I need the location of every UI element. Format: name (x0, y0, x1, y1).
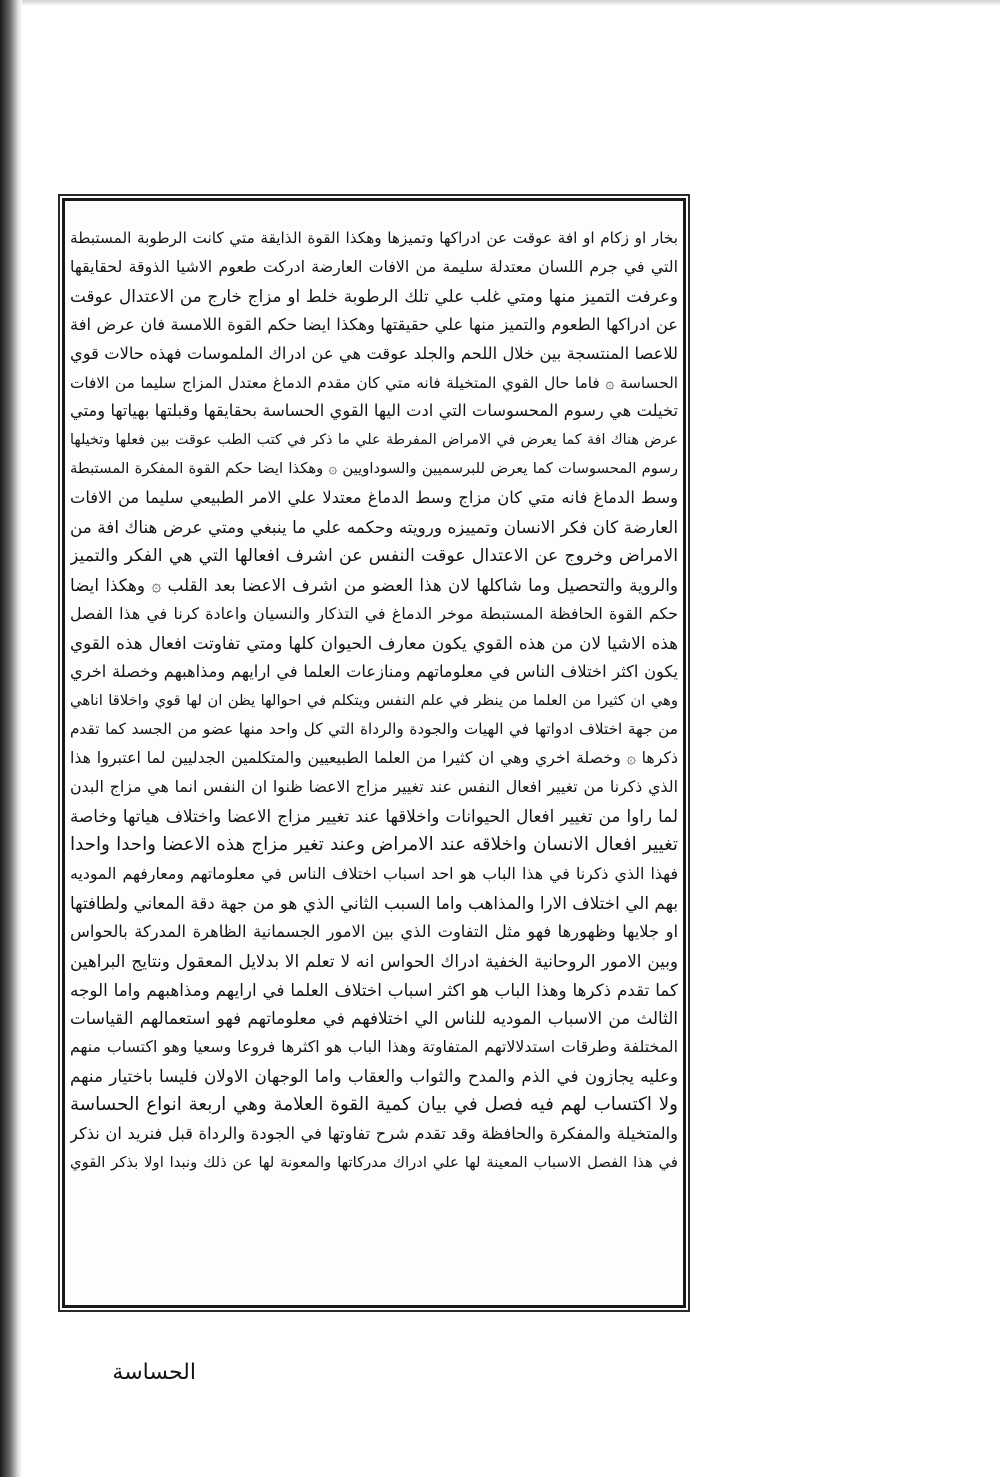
text-line: الثالث من الاسباب الموديه للناس الي اختلافهم في معلوماتهم فهو استعمالهم القياسات (70, 1008, 678, 1029)
text-line: حكم القوة الحافظة المستبطة موخر الدماغ في التذكار والنسيان واعادة كرنا في هذا الفصل (70, 603, 678, 623)
text-line: عرض هناك افة كما يعرض في الامراض المفرطة علي ما ذكر في كتب الطب عوقت بين فعلها وتخيلها (70, 432, 678, 449)
text-line: ذكرها ۞ وخصلة اخري وهي ان كثيرا من العلما الطبيعيين والمتكلمين الجدليين لما اعتبروا هذا (70, 748, 678, 768)
text-line: او جلايها وظهورها فهو مثل التفاوت الذي بين الامور الجسمانية الظاهرة المدركة بالحواس (70, 921, 678, 941)
text-line: العارضة كان فكر الانسان وتمييزه ورويته وحكمه علي ما ينبغي ومتي عرض هناك افة من (70, 517, 678, 538)
text-line: وعرفت التميز منها ومتي غلب علي تلك الرطوبة خلط او مزاج خارج من الاعتدال عوقت (70, 285, 678, 306)
text-line: يكون اكثر اختلاف الناس في معلوماتهم ومنازعات العلما في ارايهم ومذاهبهم وخصلة اخري (70, 661, 678, 681)
text-line: التي في جرم اللسان معتدلة سليمة من الافات العارضة ادركت طعوم الاشيا الذوقة لحقايقها (70, 256, 678, 276)
text-line: الذي ذكرنا من تغيير افعال النفس عند تغيير مزاج الاعضا ظنوا ان النفس انما هي مزاج البدن (70, 777, 678, 797)
text-line: في هذا الفصل الاسباب المعينة لها علي ادراك مدركاتها والمعونة لها عن ذلك ونبدا اولا بذكر القوي (70, 1154, 678, 1171)
text-line: تغيير افعال الانسان واخلاقه عند الامراض وعند تغير مزاج هذه الاعضا واحدا واحدا (70, 834, 678, 856)
text-line: رسوم المحسوسات كما يعرض للبرسميين والسوداويين ۞ وهكذا ايضا حكم القوة المفكرة المستبطة (70, 460, 678, 478)
catchword: الحساسة (112, 1360, 196, 1385)
binding-shadow (0, 0, 22, 1477)
text-line: فهذا الذي ذكرنا في هذا الباب هو احد اسباب اختلاف الناس في معلوماتهم ومعارفهم الموديه (70, 863, 678, 883)
text-line: كما تقدم ذكرها وهذا الباب هو اكثر اسباب اختلاف العلما في ارايهم ومذاهبهم واما الوجه (70, 979, 678, 1000)
page-top-edge (22, 0, 1000, 6)
text-line: بخار او زكام او افة عوقت عن ادراكها وتميزها وهكذا القوة الذايقة متي كانت الرطوبة المستبطة (70, 229, 678, 247)
text-line: وبين الامور الروحانية الخفية ادراك الحواس انه لا تعلم الا بدلايل المعقول ونتايج البراهين (70, 950, 678, 971)
text-line: المختلفة وطرقات استدلالاتهم المتفاوتة وهذا الباب هو اكثرها فروعا وسعيا وهو اكتساب منهم (70, 1037, 678, 1057)
text-line: والروية والتحصيل وما شاكلها لان هذا العضو من اشرف الاعضا بعد القلب ۞ وهكذا ايضا (70, 574, 678, 595)
text-line: بهم الي اختلاف الارا والمذاهب واما السبب الثاني الذي هو من جهة دقة المعاني ولطافتها (70, 892, 678, 913)
text-line: والمتخيلة والمفكرة والحافظة وقد تقدم شرح تفاوتها في الجودة والرداة قبل فنريد ان نذكر (70, 1124, 678, 1144)
text-line: الحساسة ۞ فاما حال القوي المتخيلة فانه متي كان مقدم الدماغ معتدل المزاج سليما من الافات (70, 373, 678, 392)
text-line: وعليه يجازون في الذم والمدح والثواب والعقاب واما الوجهان الاولان فليسا باختيار منهم (70, 1066, 678, 1087)
manuscript-text (70, 224, 678, 1300)
text-line: عن ادراكها الطعوم والتميز منها علي حقيقتها وهكذا ايضا حكم القوة اللامسة فان عرض افة (70, 314, 678, 334)
text-line: ولا اكتساب لهم فيه فصل في بيان كمية القوة العلامة وهي اربعة انواع الحساسة (70, 1094, 678, 1116)
text-line: وسط الدماغ فانه متي كان مزاج وسط الدماغ معتدلا علي الامر الطبيعي سليما من الافات (70, 488, 678, 508)
text-line: الامراض وخروج عن الاعتدال عوقت النفس عن اشرف افعالها التي هي الفكر والتميز (70, 545, 678, 566)
text-line: وهي ان كثيرا من العلما من ينظر في علم النفس ويتكلم في احوالها يظن ان لها قوي واخلاقا اناهي (70, 691, 678, 709)
text-line: تخيلت هي رسوم المحسوسات التي ادت اليها القوي الحساسة بحقايقها وقبلتها بهياتها ومتي (70, 401, 678, 421)
text-line: للاعصا المنتسجة بين خلال اللحم والجلد عوقت هي عن ادراك الملموسات فهذه حالات قوي (70, 343, 678, 363)
text-line: من جهة اختلاف ادواتها في الهيات والجودة والرداة التي كل واحد منها عضو من الجسد كما تقدم (70, 720, 678, 739)
text-line: لما راوا من تغيير افعال الحيوانات واخلاقها عند تغيير مزاج الاعضا واختلاف هياتها وخاصة (70, 806, 678, 827)
text-line: هذه الاشيا لان من هذه القوي يكون معارف الحيوان كلها ومتي تفاوتت افعال هذه القوي (70, 632, 678, 653)
